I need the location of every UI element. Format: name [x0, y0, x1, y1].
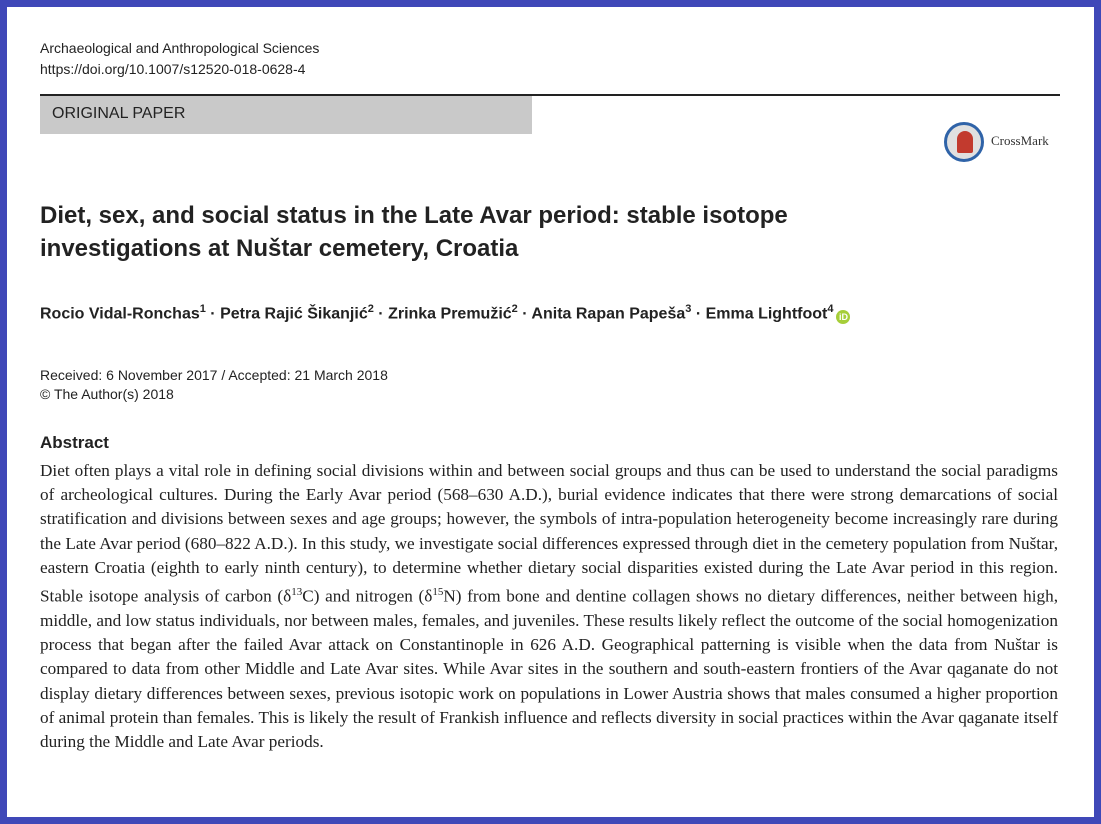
- crossmark-icon: [944, 122, 984, 162]
- dates-block: [40, 366, 388, 404]
- paper-title: [40, 199, 1050, 265]
- author-affiliation: 2: [367, 303, 374, 315]
- author-name[interactable]: Rocio Vidal-Ronchas: [40, 305, 200, 323]
- isotope-superscript: 15: [432, 586, 444, 599]
- paper-type-band: ORIGINAL PAPER: [40, 96, 532, 134]
- author-affiliation: 2: [511, 303, 518, 315]
- abstract-part-3: N) from bone and dentine collagen shows no dietary differences, neither between high, middle, and low status individuals, nor between males, females, and juveniles. These results likely reflect the outcome of the social homogenization process that began after the failed Avar attack on Constantinople in 626 A.D. Geographical patterning is visible when the data from Nuštar is compared to data from other Middle and Late Avar sites. While Avar sites in the southern and south-eastern frontiers of the Avar qaganate do not display dietary differences between sexes, previous isotopic work on populations in Lower Austria shows that males consumed a higher proportion of animal protein than females. This is likely the result of Frankish influence and reflects diversity in social practices within the Avar qaganate itself during the Middle and Late Avar periods.: [40, 586, 1059, 751]
- abstract-part-2: C) and nitrogen (δ: [302, 586, 433, 606]
- title-line-2: investigations at Nuštar cemetery, Croatia: [40, 235, 519, 262]
- journal-name: Archaeological and Anthropological Sciences: [40, 40, 320, 56]
- doi-link[interactable]: https://doi.org/10.1007/s12520-018-0628-4: [40, 61, 306, 77]
- author-affiliation: 1: [199, 303, 206, 315]
- paper-page: [7, 7, 1094, 817]
- abstract-part-1: Diet often plays a vital role in defining social divisions within and between social groups and thus can be used to understand the social paradigms of archeological cultures. During the Early Avar period (568–630 A.D.), burial evidence indicates that there were strong demarcations of social stratification and divisions between sexes and age groups; however, the symbols of intra-population heterogeneity become increasingly rare during the Late Avar period (680–822 A.D.). In this study, we investigate social differences expressed through diet in the cemetery population from Nuštar, eastern Croatia (eighth to early ninth century), to determine whether dietary social disparities existed during the Late Avar period in this region. Stable isotope analysis of carbon (δ: [40, 461, 1058, 606]
- author-affiliation: 4: [827, 303, 834, 315]
- orcid-icon[interactable]: iD: [836, 310, 850, 324]
- abstract-text: [40, 459, 1058, 754]
- crossmark-label: CrossMark: [991, 133, 1049, 148]
- author-name[interactable]: Anita Rapan Papeša: [531, 305, 686, 323]
- crossmark-badge[interactable]: [944, 122, 1064, 164]
- author-name[interactable]: Emma Lightfoot: [705, 305, 828, 323]
- received-accepted: Received: 6 November 2017 / Accepted: 21 March 2018: [40, 367, 388, 383]
- author-list: Rocio Vidal-Ronchas$^1$ · Petra Rajić Šikanjić$^2$ · Zrinka Premužić$^2$ · Anita Rapan Papeša$^3$ · Emma Lightfoot$^4$iD: [40, 303, 850, 324]
- crossmark-bookmark-icon: [957, 131, 973, 153]
- isotope-superscript: 13: [291, 586, 303, 599]
- author-affiliation: 3: [685, 303, 692, 315]
- author-name[interactable]: Petra Rajić Šikanjić: [220, 305, 368, 323]
- abstract-heading: Abstract: [40, 433, 109, 452]
- title-line-1: Diet, sex, and social status in the Late Avar period: stable isotope: [40, 202, 788, 229]
- journal-info: [40, 38, 319, 80]
- copyright: © The Author(s) 2018: [40, 386, 174, 402]
- author-name[interactable]: Zrinka Premužić: [388, 305, 512, 323]
